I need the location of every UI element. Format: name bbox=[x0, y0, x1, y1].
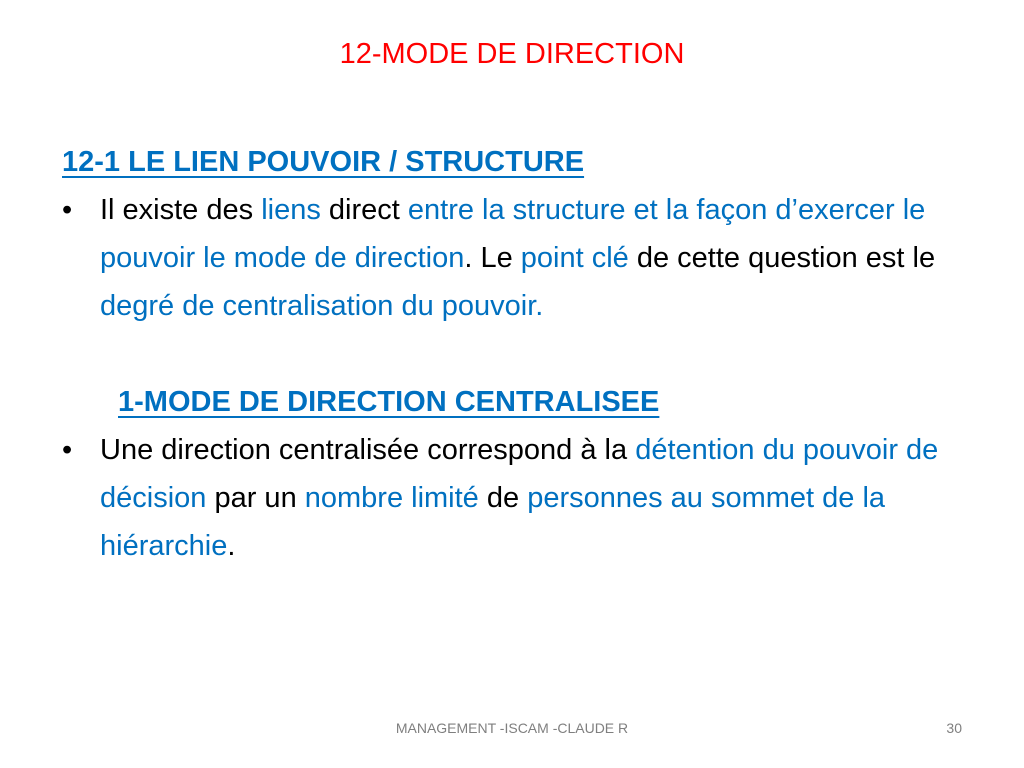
bullet2-text-6: personnes au sommet de la hiérarchie bbox=[100, 482, 886, 562]
sub-heading: 1-MODE DE DIRECTION CENTRALISEE bbox=[118, 386, 660, 418]
bullet1-text-6: point clé bbox=[520, 242, 629, 274]
bullet2-text-3: par un bbox=[206, 482, 305, 514]
page-number: 30 bbox=[946, 720, 962, 736]
section-heading: 12-1 LE LIEN POUVOIR / STRUCTURE bbox=[62, 146, 585, 178]
footer-text: MANAGEMENT -ISCAM -CLAUDE R bbox=[395, 720, 629, 736]
bullet1-text-4: entre la structure et la façon d’exercer le pouvoir le mode de direction bbox=[100, 194, 926, 274]
spacer bbox=[62, 330, 962, 378]
slide-title: 12-MODE DE DIRECTION bbox=[339, 38, 685, 70]
section-heading-line bbox=[62, 138, 962, 186]
bullet2-text-2: détention du pouvoir de décision bbox=[100, 434, 939, 514]
bullet-item-2 bbox=[62, 426, 962, 570]
bullet1-text-8: degré de centralisation du pouvoir. bbox=[100, 290, 544, 322]
bullet2-text-4: nombre limité bbox=[304, 482, 479, 514]
bullet1-text-5: . Le bbox=[464, 242, 521, 274]
bullet1-text-1: Il existe des bbox=[100, 194, 262, 226]
bullet2-text-7: . bbox=[227, 530, 236, 562]
bullet-item-1 bbox=[62, 186, 962, 330]
bullet1-text-2: liens bbox=[261, 194, 321, 226]
bullet2-text-1: Une direction centralisée correspond à la bbox=[100, 434, 636, 466]
sub-heading-line bbox=[62, 378, 962, 426]
bullet2-text-5: de bbox=[478, 482, 528, 514]
bullet1-text-7: de cette question est le bbox=[628, 242, 936, 274]
bullet1-text-3: direct bbox=[320, 194, 408, 226]
slide-content bbox=[62, 138, 962, 570]
